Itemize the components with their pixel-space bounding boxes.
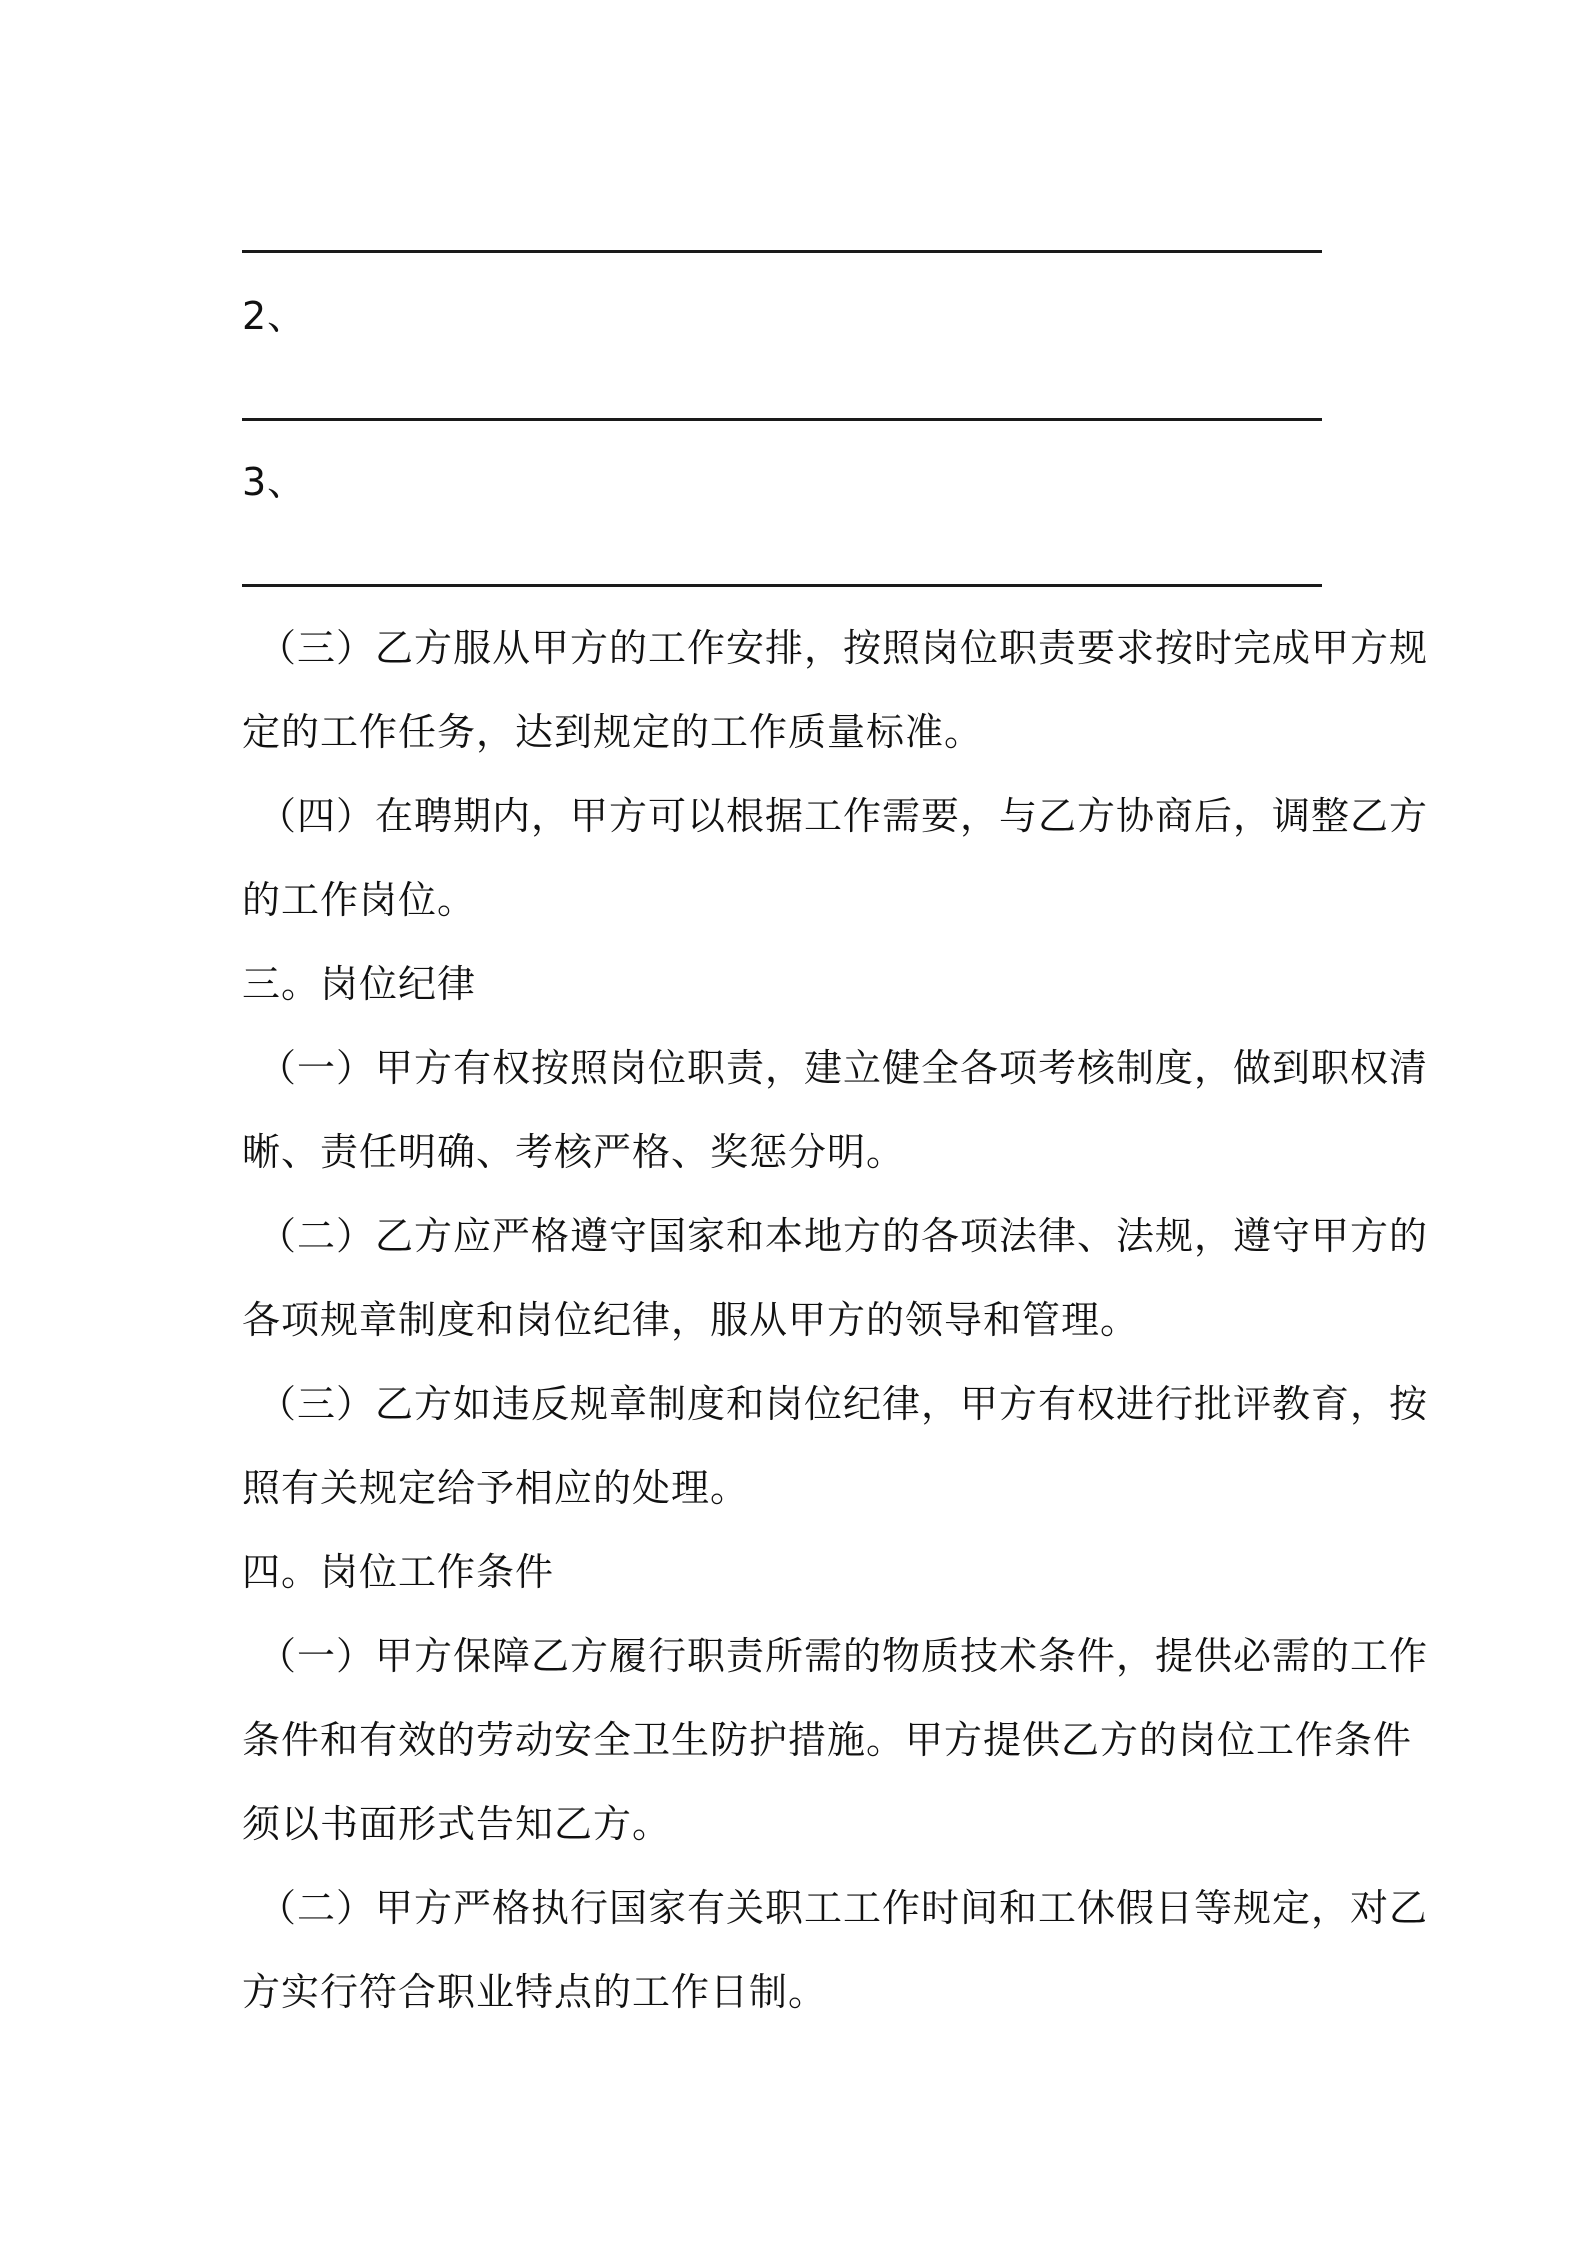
clause-2-3-line-2: 定的工作任务，达到规定的工作质量标准。 [242,710,984,754]
list-item-number-3: 3、 [242,460,307,504]
clause-3-3-line-1: （三）乙方如违反规章制度和岗位纪律，甲方有权进行批评教育，按 [258,1382,1429,1426]
clause-3-2-line-2: 各项规章制度和岗位纪律，服从甲方的领导和管理。 [242,1298,1140,1342]
clause-3-3-line-2: 照有关规定给予相应的处理。 [242,1466,750,1510]
clause-3-1-line-2: 晰、责任明确、考核严格、奖惩分明。 [242,1130,906,1174]
clause-2-4-line-2: 的工作岗位。 [242,878,477,922]
list-item-number-2: 2、 [242,294,307,338]
clause-4-1-line-2: 条件和有效的劳动安全卫生防护措施。甲方提供乙方的岗位工作条件 [242,1718,1413,1762]
fill-in-blank-line-2 [242,418,1322,421]
clause-4-2-line-1: （二）甲方严格执行国家有关职工工作时间和工休假日等规定，对乙 [258,1886,1429,1930]
clause-4-1-line-3: 须以书面形式告知乙方。 [242,1802,672,1846]
section-heading-3: 三。岗位纪律 [242,962,477,1006]
clause-3-1-line-1: （一）甲方有权按照岗位职责，建立健全各项考核制度，做到职权清 [258,1046,1429,1090]
clause-4-1-line-1: （一）甲方保障乙方履行职责所需的物质技术条件，提供必需的工作 [258,1634,1429,1678]
fill-in-blank-line-1 [242,250,1322,253]
clause-2-3-line-1: （三）乙方服从甲方的工作安排，按照岗位职责要求按时完成甲方规 [258,626,1429,670]
fill-in-blank-line-3 [242,584,1322,587]
clause-2-4-line-1: （四）在聘期内，甲方可以根据工作需要，与乙方协商后，调整乙方 [258,794,1429,838]
section-heading-4: 四。岗位工作条件 [242,1550,555,1594]
clause-4-2-line-2: 方实行符合职业特点的工作日制。 [242,1970,828,2014]
clause-3-2-line-1: （二）乙方应严格遵守国家和本地方的各项法律、法规，遵守甲方的 [258,1214,1429,1258]
